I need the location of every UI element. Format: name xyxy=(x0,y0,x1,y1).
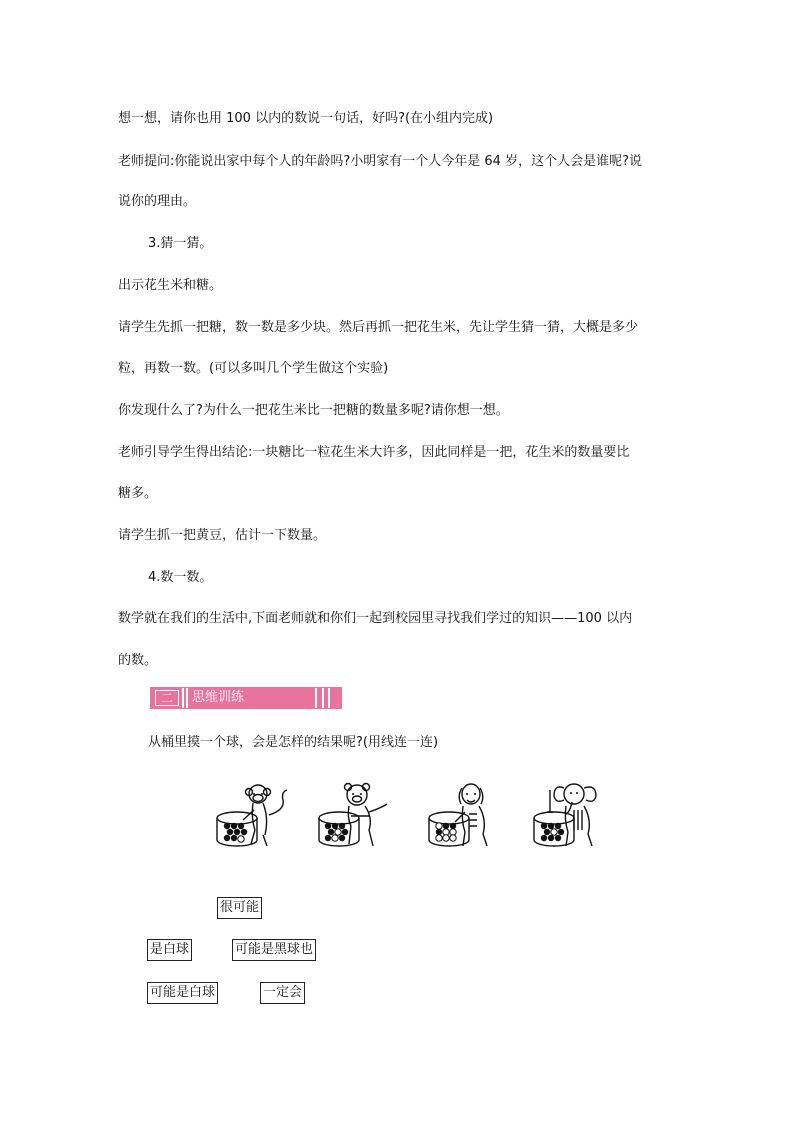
paragraph-line: 老师引导学生得出结论:一块糖比一粒花生米大许多，因此同样是一把，花生米的数量要比 xyxy=(118,445,630,460)
answer-box-maybe-black[interactable]: 可能是黑球也 xyxy=(232,939,316,961)
exercise-prompt: 从桶里摸一个球，会是怎样的结果呢?(用线连一连) xyxy=(148,735,439,750)
dog-icon xyxy=(425,780,505,850)
divider xyxy=(328,688,330,708)
paragraph-line: 请学生抓一把黄豆，估计一下数量。 xyxy=(118,528,327,543)
paragraph-line: 请学生先抓一把糖，数一数是多少块。然后再抓一把花生米，先让学生猜一猜，大概是多少 xyxy=(118,320,639,335)
paragraph-line: 的数。 xyxy=(118,653,158,668)
answer-box-certain[interactable]: 一定会 xyxy=(260,982,305,1004)
step-heading: 3.猜一猜。 xyxy=(148,236,213,251)
paragraph-line: 说你的理由。 xyxy=(118,194,197,209)
divider xyxy=(315,688,317,708)
paragraph-line: 出示花生米和糖。 xyxy=(118,278,223,293)
answer-box-white-ball[interactable]: 是白球 xyxy=(147,939,192,961)
bear-icon xyxy=(315,782,395,850)
monkey-icon xyxy=(213,780,293,850)
section-title: 思维训练 xyxy=(192,690,245,705)
divider xyxy=(182,688,184,708)
paragraph-line: 老师提问:你能说出家中每个人的年龄吗?小明家有一个人今年是 64 岁，这个人会是谁呢?说 xyxy=(118,154,642,169)
answer-box-maybe-white[interactable]: 可能是白球 xyxy=(147,982,218,1004)
paragraph-line: 想一想，请你也用 100 以内的数说一句话，好吗?(在小组内完成) xyxy=(118,111,494,126)
elephant-icon xyxy=(530,778,610,850)
paragraph-line: 糖多。 xyxy=(118,486,158,501)
answer-box-likely[interactable]: 很可能 xyxy=(217,897,262,919)
paragraph-line: 数学就在我们的生活中,下面老师就和你们一起到校园里寻找我们学过的知识——100 以内 xyxy=(118,611,633,626)
divider xyxy=(322,688,324,708)
section-header xyxy=(150,687,342,709)
step-heading: 4.数一数。 xyxy=(148,570,213,585)
divider xyxy=(186,688,188,708)
paragraph-line: 你发现什么了?为什么一把花生米比一把糖的数量多呢?请你想一想。 xyxy=(118,403,509,418)
paragraph-line: 粒，再数一数。(可以多叫几个学生做这个实验) xyxy=(118,361,389,376)
section-number: 二 xyxy=(155,690,179,706)
